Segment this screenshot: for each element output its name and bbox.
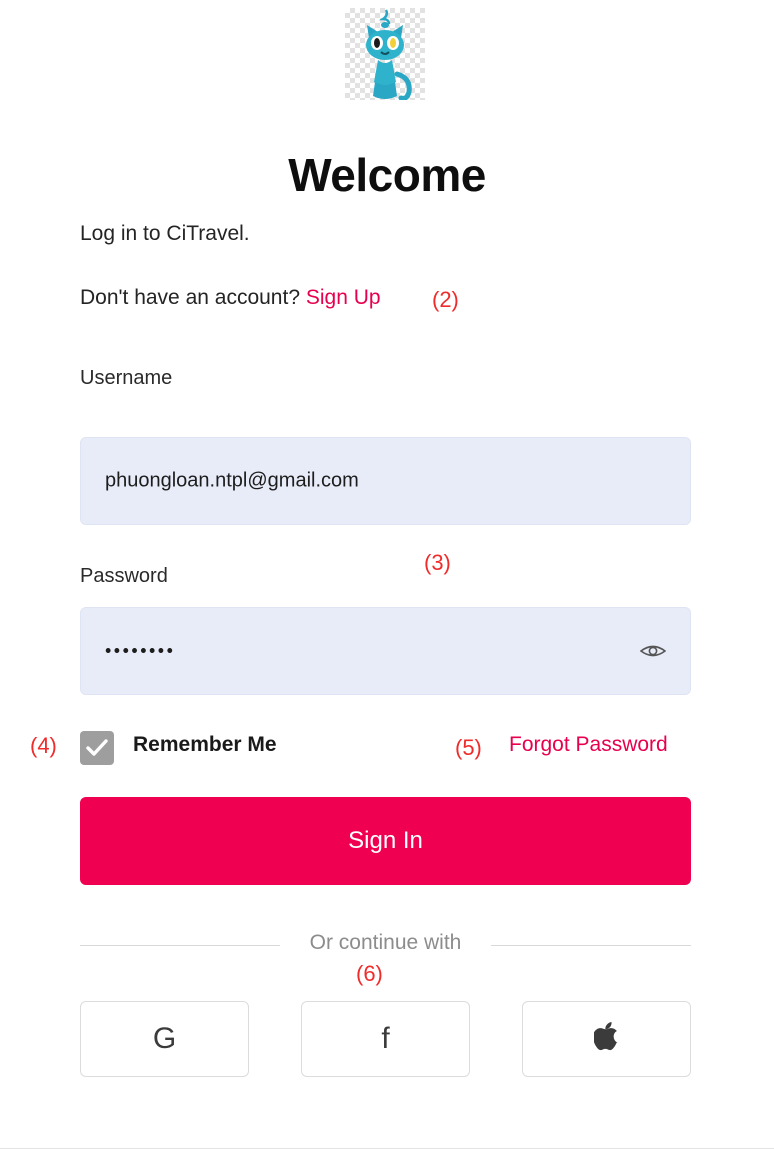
remember-me-label: Remember Me [133,733,277,756]
page-title: Welcome [288,149,486,201]
signup-prompt: Don't have an account? [80,286,300,309]
annotation-6: (6) [356,961,383,986]
annotation-5: (5) [455,735,482,760]
annotation-4: (4) [30,733,57,758]
password-label: Password [80,565,168,587]
annotation-3: (3) [424,550,451,575]
apple-icon [594,1021,620,1057]
signup-row [80,286,381,310]
facebook-icon: f [381,1022,390,1055]
annotation-2: (2) [432,287,459,312]
divider-label: Or continue with [309,931,462,954]
password-field[interactable] [80,607,691,695]
google-login-button[interactable] [80,1001,249,1077]
sign-in-button[interactable]: Sign In [80,797,691,885]
google-icon: G [152,1022,177,1055]
username-label: Username [80,367,173,389]
forgot-password-link[interactable]: Forgot Password [509,733,668,756]
divider [80,931,691,959]
remember-me-checkbox[interactable] [80,731,114,765]
username-input[interactable] [105,470,645,493]
signup-link[interactable]: Sign Up [305,286,381,309]
apple-login-button[interactable] [522,1001,691,1077]
bottom-divider [0,1148,774,1149]
cat-mascot-logo-icon [345,8,425,100]
page-subtitle: Log in to CiTravel. [80,222,250,245]
social-login-row [80,1001,691,1077]
facebook-login-button[interactable] [301,1001,470,1077]
eye-icon[interactable] [640,641,666,661]
password-input[interactable]: •••••••• [105,640,176,661]
username-field[interactable] [80,437,691,525]
